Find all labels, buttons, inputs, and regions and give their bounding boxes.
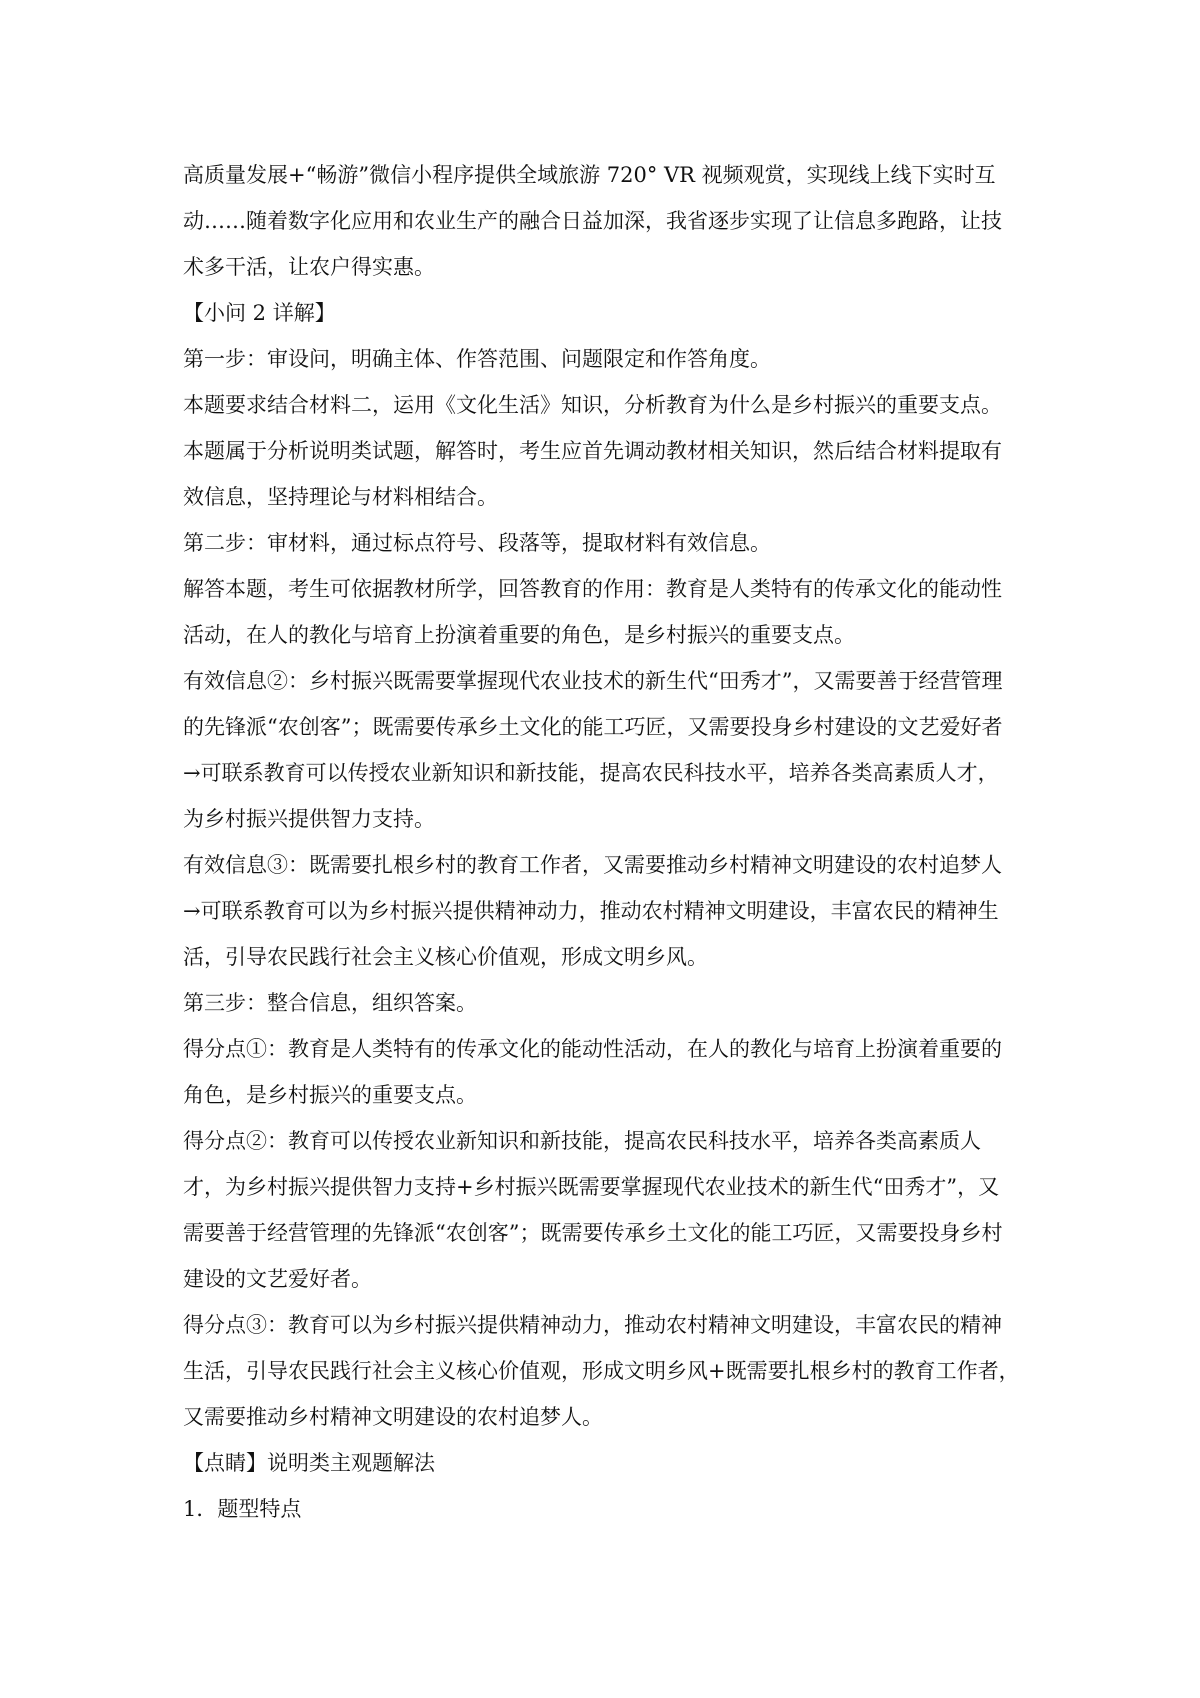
text-line: 高质量发展+“畅游”微信小程序提供全域旅游 720° VR 视频观赏，实现线上线下实时互 (183, 163, 996, 187)
paragraph-score-point-3 (183, 1302, 1023, 1440)
text-line: 得分点①：教育是人类特有的传承文化的能动性活动，在人的教化与培育上扮演着重要的 (183, 1037, 1002, 1061)
text-line: 第一步：审设问，明确主体、作答范围、问题限定和作答角度。 (183, 347, 771, 371)
text-line: 1．题型特点 (183, 1497, 302, 1521)
paragraph-score-point-1 (183, 1026, 1023, 1118)
text-line: 术多干活，让农户得实惠。 (183, 255, 435, 279)
paragraph-section-heading-q2 (183, 290, 1023, 336)
text-line: 动……随着数字化应用和农业生产的融合日益加深，我省逐步实现了让信息多跑路，让技 (183, 209, 1002, 233)
text-line: 为乡村振兴提供智力支持。 (183, 807, 435, 831)
paragraph-list-item-1 (183, 1486, 1023, 1532)
paragraph-step-one (183, 336, 1023, 382)
paragraph-answer-basis (183, 566, 1023, 658)
text-line: →可联系教育可以传授农业新知识和新技能，提高农民科技水平，培养各类高素质人才， (183, 761, 999, 785)
paragraph-question-requirement (183, 382, 1023, 428)
text-line: 得分点②：教育可以传授农业新知识和新技能，提高农民科技水平，培养各类高素质人 (183, 1129, 981, 1153)
text-line: 解答本题，考生可依据教材所学，回答教育的作用：教育是人类特有的传承文化的能动性 (183, 577, 1002, 601)
paragraph-valid-info-2 (183, 658, 1023, 842)
document-body (183, 152, 1023, 1532)
text-line: 本题属于分析说明类试题，解答时，考生应首先调动教材相关知识，然后结合材料提取有 (183, 439, 1002, 463)
text-line: 第三步：整合信息，组织答案。 (183, 991, 477, 1015)
text-line: 的先锋派“农创客”；既需要传承乡土文化的能工巧匠，又需要投身乡村建设的文艺爱好者 (183, 715, 1003, 739)
text-line: 生活，引导农民践行社会主义核心价值观，形成文明乡风+既需要扎根乡村的教育工作者， (183, 1359, 1020, 1383)
text-line: 有效信息③：既需要扎根乡村的教育工作者，又需要推动乡村精神文明建设的农村追梦人 (183, 853, 1002, 877)
text-line: 角色，是乡村振兴的重要支点。 (183, 1083, 477, 1107)
text-line: 第二步：审材料，通过标点符号、段落等，提取材料有效信息。 (183, 531, 771, 555)
text-line: 【小问 2 详解】 (183, 301, 336, 325)
text-line: 需要善于经营管理的先锋派“农创客”；既需要传承乡土文化的能工巧匠，又需要投身乡村 (183, 1221, 1003, 1245)
text-line: 活，引导农民践行社会主义核心价值观，形成文明乡风。 (183, 945, 708, 969)
paragraph-question-type (183, 428, 1023, 520)
text-line: 效信息，坚持理论与材料相结合。 (183, 485, 498, 509)
text-line: →可联系教育可以为乡村振兴提供精神动力，推动农村精神文明建设，丰富农民的精神生 (183, 899, 999, 923)
paragraph-tip-heading (183, 1440, 1023, 1486)
paragraph-valid-info-3 (183, 842, 1023, 980)
paragraph-step-three (183, 980, 1023, 1026)
text-line: 得分点③：教育可以为乡村振兴提供精神动力，推动农村精神文明建设，丰富农民的精神 (183, 1313, 1002, 1337)
text-line: 本题要求结合材料二，运用《文化生活》知识，分析教育为什么是乡村振兴的重要支点。 (183, 393, 1002, 417)
text-line: 有效信息②：乡村振兴既需要掌握现代农业技术的新生代“田秀才”，又需要善于经营管理 (183, 669, 1003, 693)
text-line: 才，为乡村振兴提供智力支持+乡村振兴既需要掌握现代农业技术的新生代“田秀才”，又 (183, 1175, 1000, 1199)
text-line: 【点睛】说明类主观题解法 (183, 1451, 435, 1475)
text-line: 活动，在人的教化与培育上扮演着重要的角色，是乡村振兴的重要支点。 (183, 623, 855, 647)
paragraph-step-two (183, 520, 1023, 566)
text-line: 又需要推动乡村精神文明建设的农村追梦人。 (183, 1405, 603, 1429)
paragraph-intro-continuation (183, 152, 1023, 290)
text-line: 建设的文艺爱好者。 (183, 1267, 372, 1291)
paragraph-score-point-2 (183, 1118, 1023, 1302)
